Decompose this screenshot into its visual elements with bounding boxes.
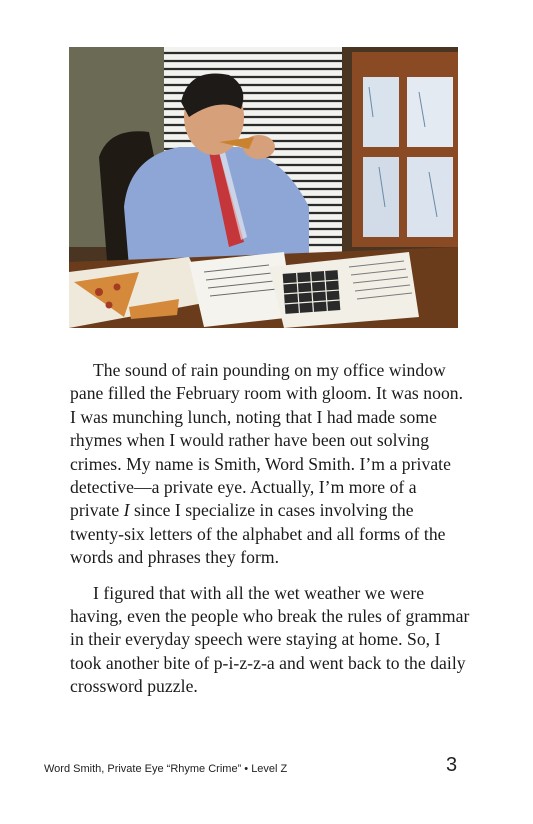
illustration [69, 47, 458, 328]
paragraph-2 [70, 582, 470, 699]
paragraph-2-text: I figured that with all the wet weather we were having, even the people who break the rules of grammar in their everyday speech were staying at home. So, I took another bite of p-i-z-z-a and went back to the daily crossword puzzle. [70, 582, 470, 697]
page-number: 3 [446, 754, 458, 776]
paragraph-1-emphasis: I [123, 500, 130, 521]
paragraph-1-text: The sound of rain pounding on my office window pane filled the February room with gloom. It was noon. I was munching lunch, noting that I had made some rhymes when I would rather have been out solving crimes. My name is Smith, Word Smith. I’m a private detective—a private eye. Actually, I’m more of a private [70, 360, 464, 521]
paragraph-1 [70, 359, 470, 570]
paragraph-1-text-end: since I specialize in cases involving the twenty-six letters of the alphabet and all forms of the words and phrases they form. [70, 500, 446, 568]
story-text [70, 359, 470, 711]
footer-title: Word Smith, Private Eye “Rhyme Crime” • Level Z [44, 763, 288, 775]
rainy-window [352, 52, 458, 247]
crossword-newspaper [189, 252, 419, 328]
